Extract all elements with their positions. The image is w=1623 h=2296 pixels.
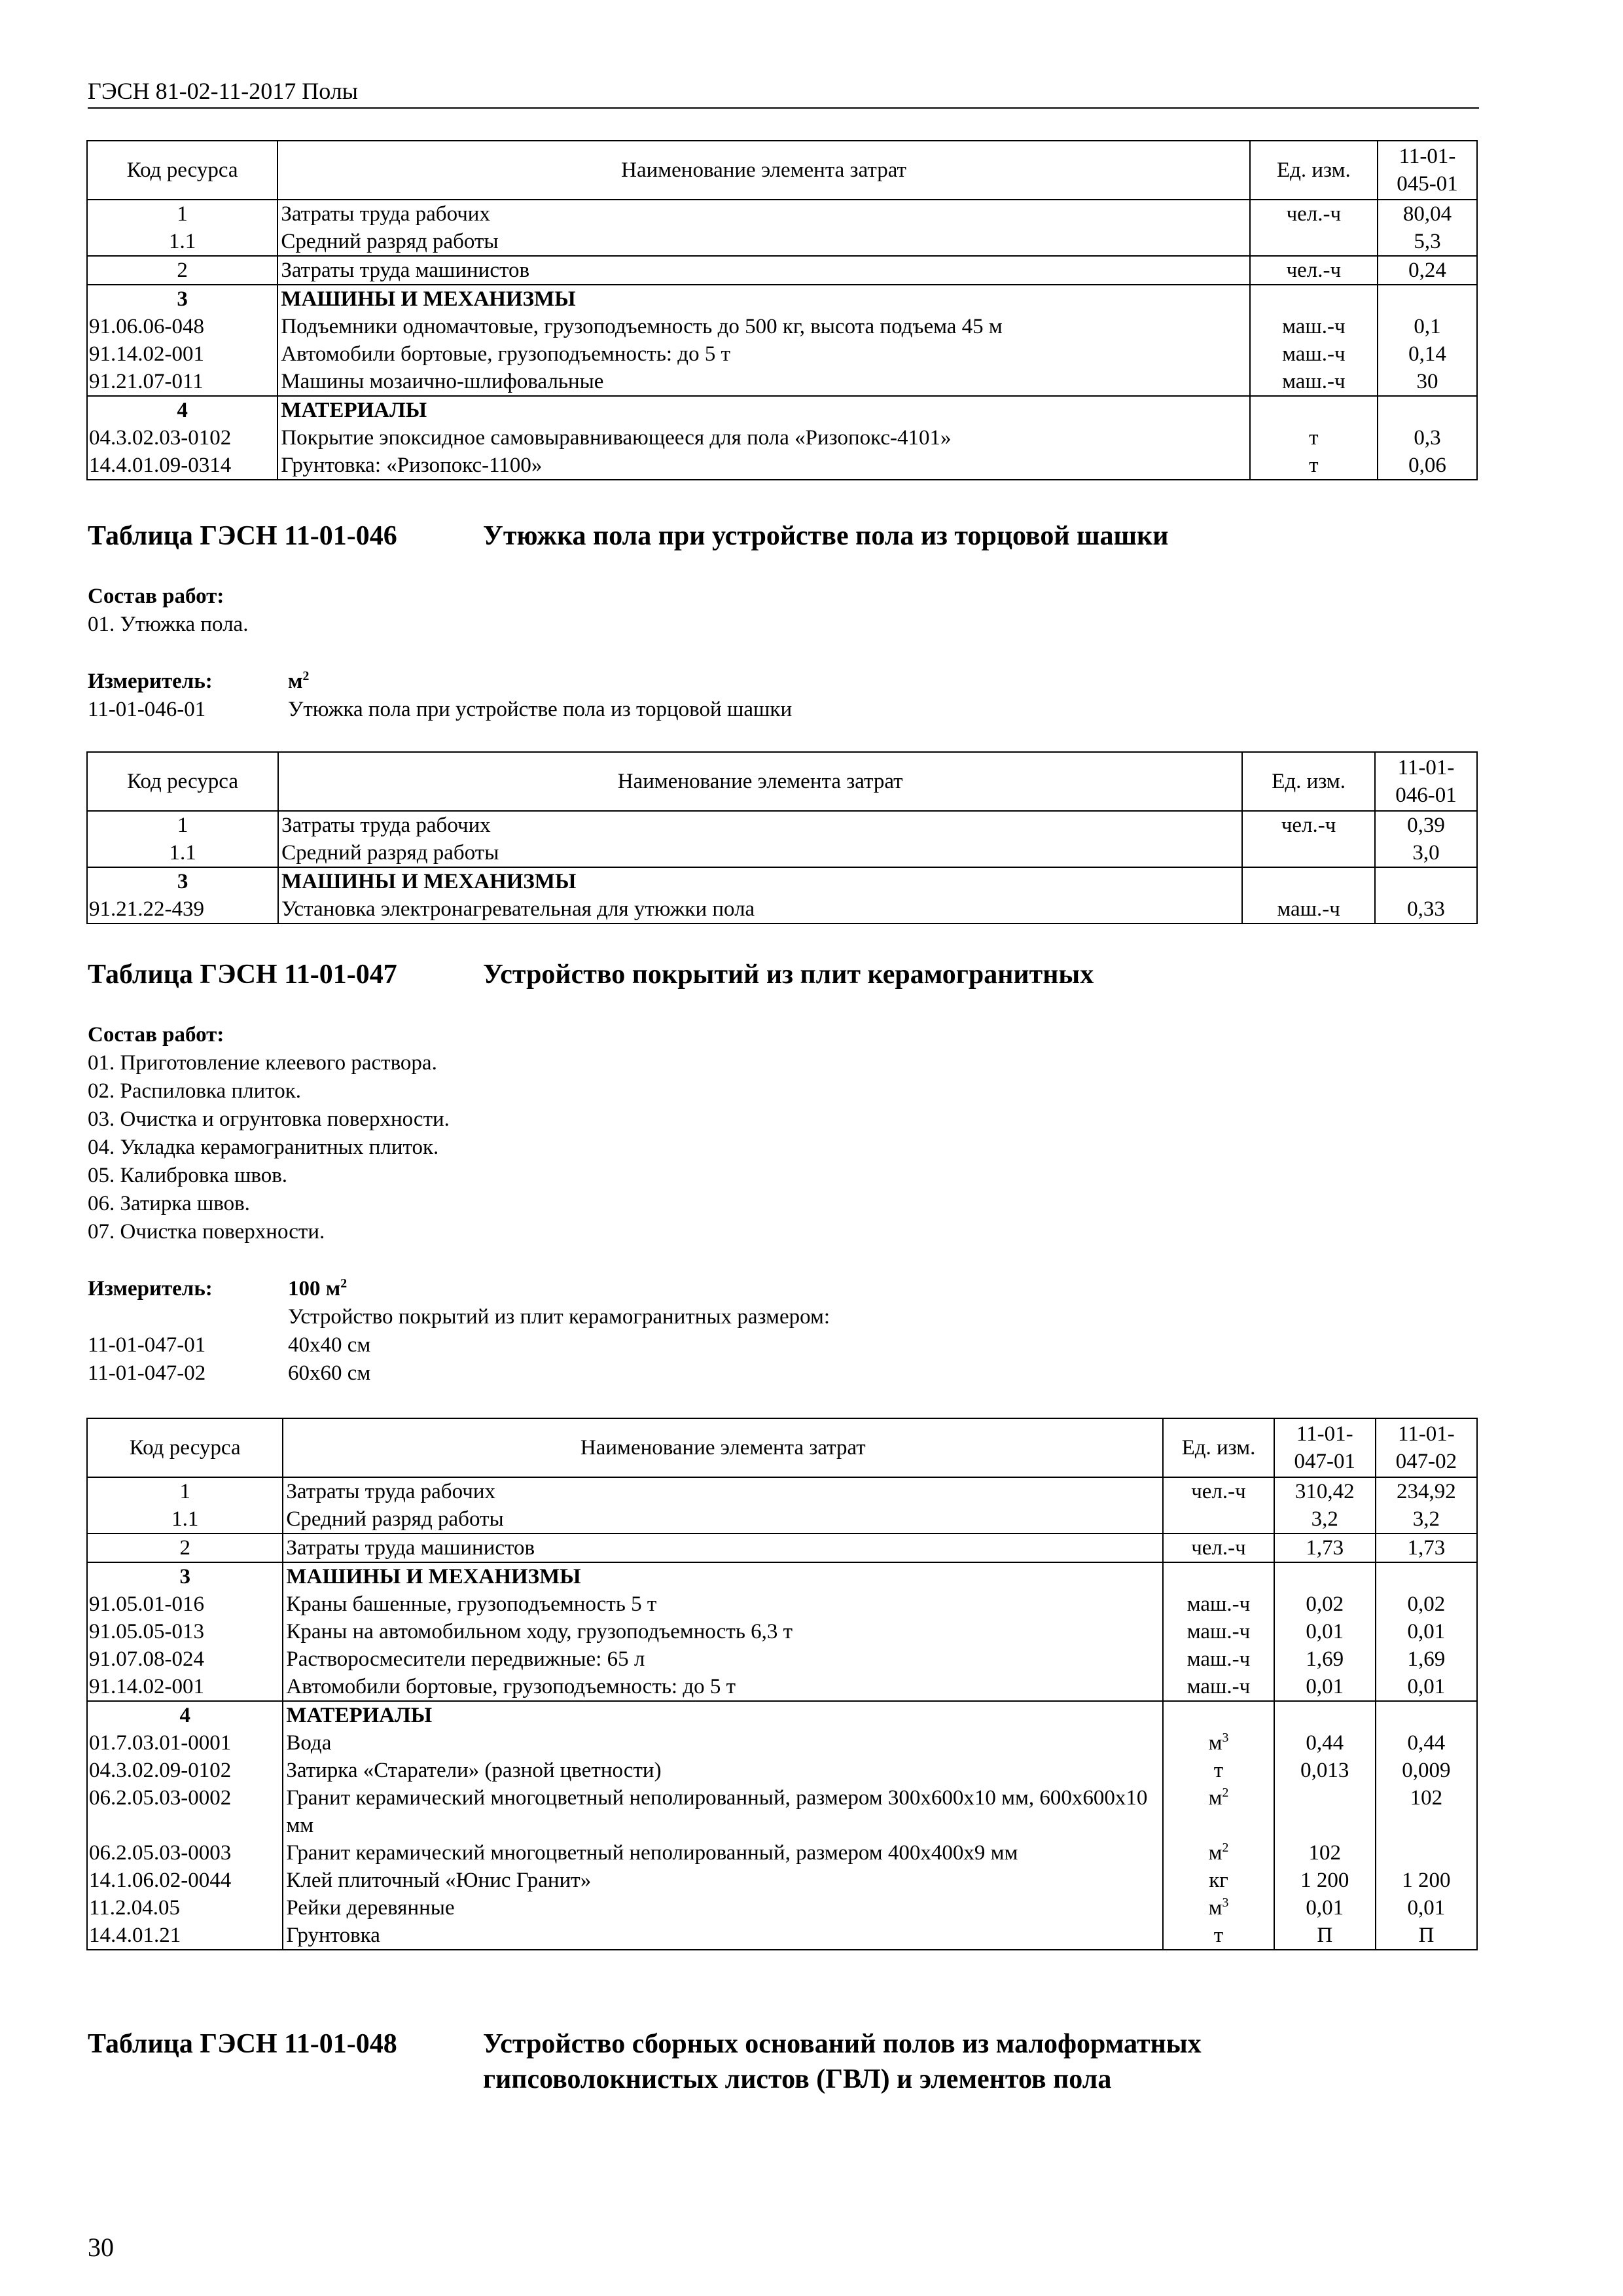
measurer-046 [88,668,1462,724]
norm-code: 11-01-047-01 [88,1333,206,1357]
resource-name: Затирка «Старатели» (разной цветности) [283,1757,1163,1784]
resource-unit: т [1250,452,1378,480]
resource-unit [1250,228,1378,256]
table-row [87,1701,1477,1729]
resource-value-1: 1,69 [1274,1645,1376,1673]
norm-description: 60x60 см [288,1361,371,1385]
resource-value-1: 0,01 [1274,1618,1376,1645]
norm-description: Утюжка пола при устройстве пола из торцовой шашки [288,698,793,721]
col-header-value: 11-01-045-01 [1378,141,1477,200]
resource-name: Средний разряд работы [283,1505,1163,1534]
resource-code: 2 [87,256,277,285]
resource-name: Вода [283,1729,1163,1757]
work-item: 02. Распиловка плиток. [88,1079,302,1103]
resource-unit: т [1250,424,1378,452]
resource-value-1 [1274,1701,1376,1729]
resource-code: 3 [87,1562,283,1590]
table-row [87,313,1477,340]
resource-value-1: 1 200 [1274,1867,1376,1894]
resource-unit [1163,1562,1274,1590]
resource-name: Покрытие эпоксидное самовыравнивающееся для пола «Ризопокс-4101» [277,424,1249,452]
resource-value-2: 102 [1376,1784,1477,1839]
work-item: 01. Утюжка пола. [88,613,249,636]
resource-name: Затраты труда рабочих [278,811,1242,839]
resource-value-1: 102 [1274,1839,1376,1867]
table-row [87,396,1477,424]
table-header-row [87,752,1477,811]
table-row [87,1867,1477,1894]
resource-table-045 [86,140,1478,480]
resource-unit: чел.-ч [1163,1477,1274,1505]
resource-unit: чел.-ч [1242,811,1375,839]
resource-value-2: 1 200 [1376,1867,1477,1894]
table-title-number: Таблица ГЭСН 11-01-046 [88,521,397,551]
work-composition-label: Состав работ: [88,1023,224,1047]
resource-value-2: 1,73 [1376,1534,1477,1562]
resource-code: 4 [87,1701,283,1729]
resource-name: Клей плиточный «Юнис Гранит» [283,1867,1163,1894]
table-row [87,1645,1477,1673]
resource-value [1375,867,1477,895]
resource-name: Растворосмесители передвижные: 65 л [283,1645,1163,1673]
resource-unit: маш.-ч [1163,1645,1274,1673]
resource-value: 80,04 [1378,200,1477,228]
resource-unit [1250,285,1378,313]
table-row [87,1590,1477,1618]
resource-value-1: 0,44 [1274,1729,1376,1757]
table-row [87,1534,1477,1562]
resource-name: Рейки деревянные [283,1894,1163,1922]
resource-code: 91.05.05-013 [87,1618,283,1645]
resource-code: 1.1 [87,1505,283,1534]
measurer-unit: 100 $м^2$ [288,1276,348,1300]
resource-value-2: 234,92 [1376,1477,1477,1505]
work-item: 04. Укладка керамогранитных плиток. [88,1136,439,1159]
table-row [87,1729,1477,1757]
resource-name: Машины мозаично-шлифовальные [277,368,1249,396]
resource-value-1: 1,73 [1274,1534,1376,1562]
resource-value-2: 0,01 [1376,1673,1477,1701]
resource-unit [1163,1701,1274,1729]
table-row [87,368,1477,396]
resource-name: Затраты труда машинистов [277,256,1249,285]
resource-value-1: 0,01 [1274,1673,1376,1701]
table-row [87,1562,1477,1590]
resource-value-2 [1376,1562,1477,1590]
table-row [87,452,1477,480]
measurer-description: Устройство покрытий из плит керамогранитных размером: [288,1305,830,1329]
resource-code: 04.3.02.09-0102 [87,1757,283,1784]
resource-unit [1250,396,1378,424]
resource-unit: чел.-ч [1163,1534,1274,1562]
resource-value-2 [1376,1701,1477,1729]
table-title-name: Устройство сборных оснований полов из малоформатных гипсоволокнистых листов (ГВЛ) и элементов пола [483,2029,1202,2094]
resource-name: Средний разряд работы [277,228,1249,256]
table-row [87,200,1477,228]
resource-code: 3 [87,867,278,895]
resource-name: Грунтовка [283,1922,1163,1950]
resource-unit: чел.-ч [1250,256,1378,285]
table-title-name: Утюжка пола при устройстве пола из торцовой шашки [483,521,1169,551]
resource-value-2: 0,02 [1376,1590,1477,1618]
resource-value-1: П [1274,1922,1376,1950]
resource-code: 04.3.02.03-0102 [87,424,277,452]
resource-code: 91.21.22-439 [87,895,278,924]
page-number: 30 [88,2233,114,2262]
measurer-unit: $м^2$ [288,669,310,693]
resource-value: 0,24 [1378,256,1477,285]
table-row [87,228,1477,256]
section-heading: МАТЕРИАЛЫ [283,1701,1163,1729]
resource-unit: маш.-ч [1250,340,1378,368]
resource-value: 0,33 [1375,895,1477,924]
resource-unit: маш.-ч [1163,1590,1274,1618]
table-row [87,1894,1477,1922]
resource-name: Средний разряд работы [278,839,1242,867]
table-row [87,424,1477,452]
resource-name: Подъемники одномачтовые, грузоподъемность до 500 кг, высота подъема 45 м [277,313,1249,340]
work-item: 05. Калибровка швов. [88,1164,288,1187]
table-row [87,285,1477,313]
resource-name: Затраты труда рабочих [277,200,1249,228]
resource-code: 01.7.03.01-0001 [87,1729,283,1757]
resource-value-2: 0,009 [1376,1757,1477,1784]
col-header-name: Наименование элемента затрат [283,1418,1163,1477]
resource-code: 11.2.04.05 [87,1894,283,1922]
work-item: 07. Очистка поверхности. [88,1220,325,1244]
measurer-label: Измеритель: [88,1277,213,1300]
resource-value-2: 1,69 [1376,1645,1477,1673]
resource-name: Затраты труда рабочих [283,1477,1163,1505]
col-header-unit: Ед. изм. [1250,141,1378,200]
resource-value: 0,14 [1378,340,1477,368]
resource-value-2: 0,01 [1376,1894,1477,1922]
norm-code: 11-01-046-01 [88,698,206,721]
resource-value-1: 0,02 [1274,1590,1376,1618]
resource-code: 1 [87,1477,283,1505]
resource-unit: т [1163,1757,1274,1784]
resource-value-1: 310,42 [1274,1477,1376,1505]
resource-unit [1163,1505,1274,1534]
resource-unit: $м^2$ [1163,1839,1274,1867]
resource-name: Автомобили бортовые, грузоподъемность: до 5 т [277,340,1249,368]
measurer-047 [88,1275,1462,1388]
table-header-row [87,141,1477,200]
table-row [87,340,1477,368]
resource-name: Краны башенные, грузоподъемность 5 т [283,1590,1163,1618]
resource-unit [1242,839,1375,867]
resource-value-1 [1274,1562,1376,1590]
resource-value-2: 0,44 [1376,1729,1477,1757]
resource-code: 91.21.07-011 [87,368,277,396]
resource-code: 14.1.06.02-0044 [87,1867,283,1894]
work-composition-047 [88,1021,1462,1246]
resource-value: 5,3 [1378,228,1477,256]
table-title-047 [88,957,1479,994]
work-item: 06. Затирка швов. [88,1192,250,1215]
resource-code: 14.4.01.09-0314 [87,452,277,480]
resource-table-046 [86,751,1478,924]
resource-code: 14.4.01.21 [87,1922,283,1950]
table-row [87,1757,1477,1784]
resource-unit: $м^3$ [1163,1729,1274,1757]
col-header-value: 11-01-046-01 [1375,752,1477,811]
resource-unit: маш.-ч [1163,1673,1274,1701]
col-header-value-2: 11-01-047-02 [1376,1418,1477,1477]
table-title-048 [88,2026,1479,2100]
resource-value [1378,285,1477,313]
norm-code: 11-01-047-02 [88,1361,206,1385]
resource-code: 91.14.02-001 [87,1673,283,1701]
resource-value: 0,39 [1375,811,1477,839]
resource-code: 2 [87,1534,283,1562]
work-item: 03. Очистка и огрунтовка поверхности. [88,1107,450,1131]
resource-code: 06.2.05.03-0002 [87,1784,283,1839]
work-item: 01. Приготовление клеевого раствора. [88,1051,437,1075]
table-row [87,1922,1477,1950]
resource-value: 30 [1378,368,1477,396]
resource-unit: $м^3$ [1163,1894,1274,1922]
col-header-name: Наименование элемента затрат [277,141,1249,200]
resource-table-047 [86,1418,1478,1950]
resource-value-1 [1274,1784,1376,1839]
col-header-name: Наименование элемента затрат [278,752,1242,811]
table-row [87,811,1477,839]
resource-value-1: 3,2 [1274,1505,1376,1534]
resource-value: 0,3 [1378,424,1477,452]
resource-value-2 [1376,1839,1477,1867]
measurer-label: Измеритель: [88,670,213,693]
table-title-name: Устройство покрытий из плит керамогранитных [483,960,1094,990]
section-heading: МАШИНЫ И МЕХАНИЗМЫ [283,1562,1163,1590]
resource-name: Установка электронагревательная для утюжки пола [278,895,1242,924]
table-header-row [87,1418,1477,1477]
section-heading: МАШИНЫ И МЕХАНИЗМЫ [277,285,1249,313]
resource-code: 91.06.06-048 [87,313,277,340]
col-header-code: Код ресурса [87,1418,283,1477]
table-row [87,1784,1477,1839]
table-row [87,1618,1477,1645]
col-header-code: Код ресурса [87,141,277,200]
resource-name: Гранит керамический многоцветный неполированный, размером 400x400x9 мм [283,1839,1163,1867]
resource-name: Автомобили бортовые, грузоподъемность: до 5 т [283,1673,1163,1701]
resource-value-2: 0,01 [1376,1618,1477,1645]
table-title-number: Таблица ГЭСН 11-01-047 [88,960,397,990]
resource-unit: маш.-ч [1242,895,1375,924]
resource-value [1378,396,1477,424]
resource-value-1: 0,013 [1274,1757,1376,1784]
resource-name: Краны на автомобильном ходу, грузоподъемность 6,3 т [283,1618,1163,1645]
resource-value-2: П [1376,1922,1477,1950]
table-row [87,1505,1477,1534]
resource-code: 1 [87,811,278,839]
resource-unit: т [1163,1922,1274,1950]
resource-code: 1 [87,200,277,228]
col-header-unit: Ед. изм. [1242,752,1375,811]
resource-unit: кг [1163,1867,1274,1894]
resource-value-1: 0,01 [1274,1894,1376,1922]
resource-name: Грунтовка: «Ризопокс-1100» [277,452,1249,480]
resource-value: 0,06 [1378,452,1477,480]
resource-unit: $м^2$ [1163,1784,1274,1839]
col-header-code: Код ресурса [87,752,278,811]
resource-value: 0,1 [1378,313,1477,340]
running-header: ГЭСН 81-02-11-2017 Полы [88,77,1479,109]
table-row [87,1477,1477,1505]
resource-code: 1.1 [87,839,278,867]
resource-name: Гранит керамический многоцветный неполированный, размером 300x600x10 мм, 600x600x10 мм [283,1784,1163,1839]
resource-code: 4 [87,396,277,424]
resource-code: 91.14.02-001 [87,340,277,368]
resource-code: 3 [87,285,277,313]
work-composition-label: Состав работ: [88,584,224,608]
table-row [87,867,1477,895]
work-composition-046 [88,583,1462,639]
table-row [87,839,1477,867]
resource-value: 3,0 [1375,839,1477,867]
section-heading: МАШИНЫ И МЕХАНИЗМЫ [278,867,1242,895]
resource-unit [1242,867,1375,895]
resource-unit: маш.-ч [1250,368,1378,396]
resource-code: 1.1 [87,228,277,256]
table-row [87,1839,1477,1867]
resource-name: Затраты труда машинистов [283,1534,1163,1562]
col-header-value-1: 11-01-047-01 [1274,1418,1376,1477]
section-heading: МАТЕРИАЛЫ [277,396,1249,424]
table-row [87,895,1477,924]
table-row [87,256,1477,285]
resource-unit: чел.-ч [1250,200,1378,228]
resource-code: 06.2.05.03-0003 [87,1839,283,1867]
table-row [87,1673,1477,1701]
resource-code: 91.05.01-016 [87,1590,283,1618]
resource-code: 91.07.08-024 [87,1645,283,1673]
resource-unit: маш.-ч [1250,313,1378,340]
norm-description: 40x40 см [288,1333,371,1357]
col-header-unit: Ед. изм. [1163,1418,1274,1477]
table-title-046 [88,518,1479,555]
resource-unit: маш.-ч [1163,1618,1274,1645]
resource-value-2: 3,2 [1376,1505,1477,1534]
table-title-number: Таблица ГЭСН 11-01-048 [88,2029,397,2059]
